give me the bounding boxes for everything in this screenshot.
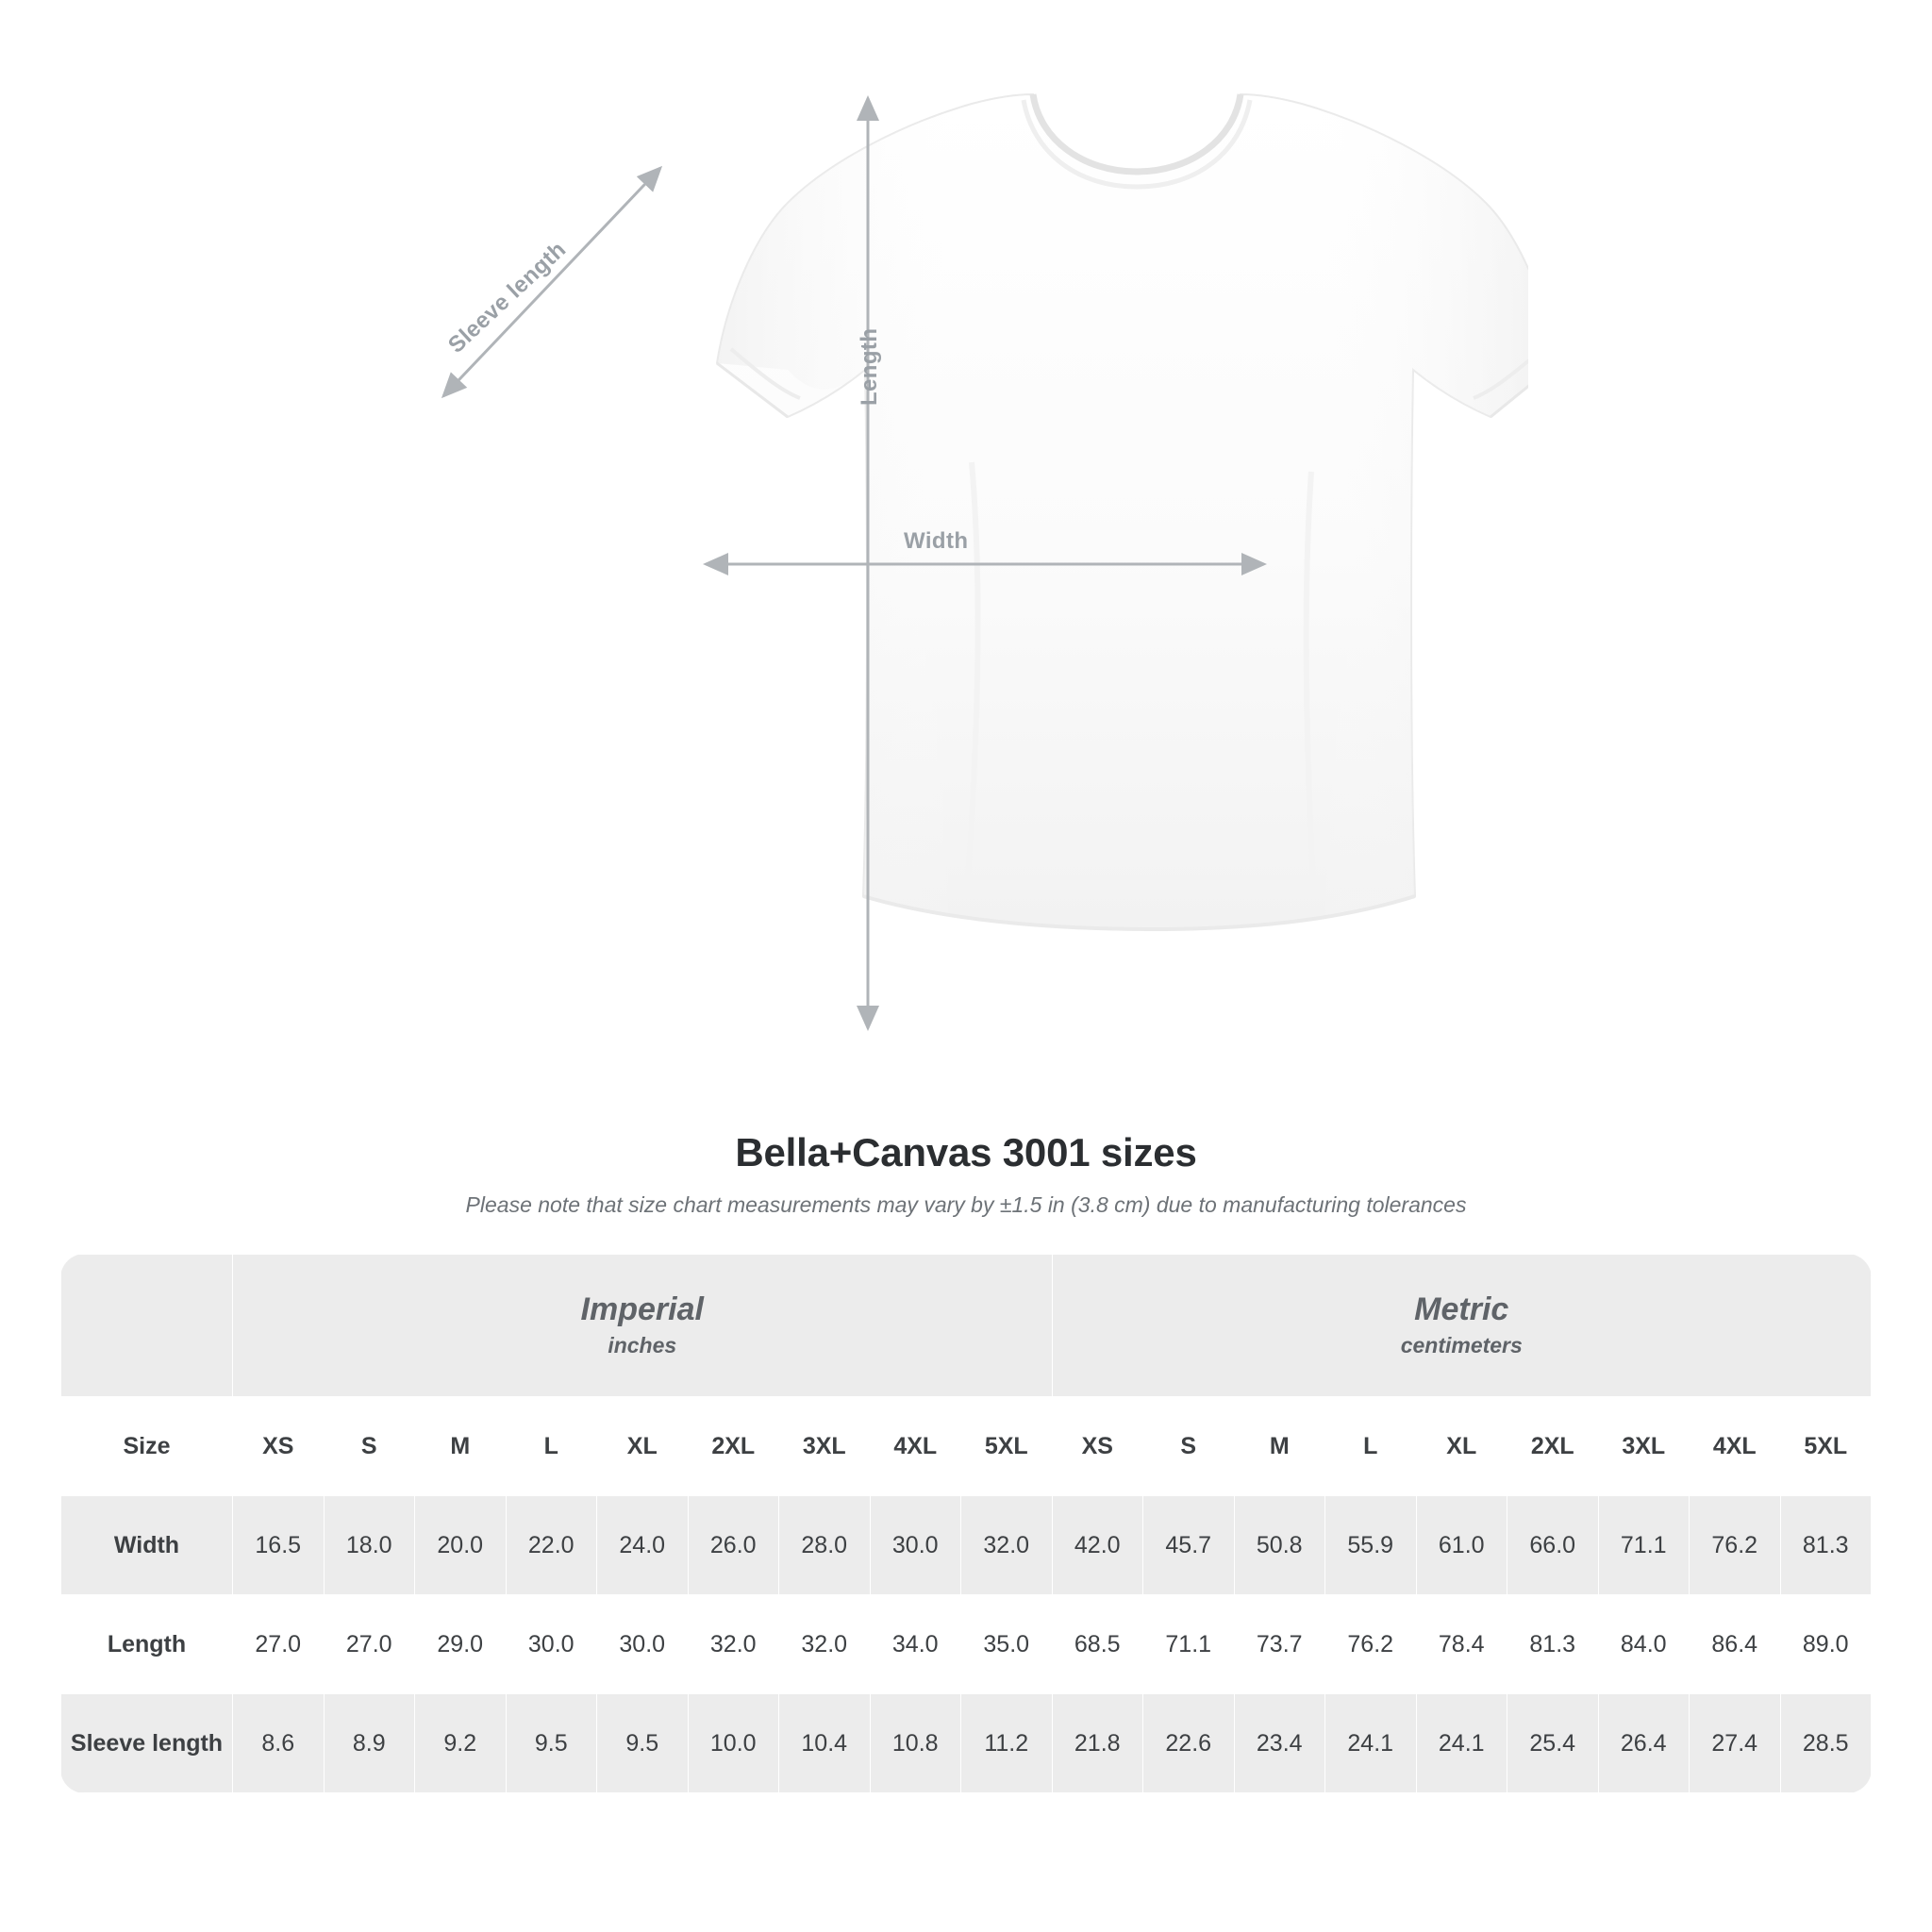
cell-1-15: 84.0 <box>1598 1595 1690 1694</box>
cell-0-4: 24.0 <box>597 1496 689 1595</box>
row-label-1: Length <box>61 1595 233 1694</box>
cell-2-4: 9.5 <box>597 1694 689 1793</box>
page-title: Bella+Canvas 3001 sizes <box>735 1130 1197 1174</box>
cell-0-2: 20.0 <box>415 1496 507 1595</box>
table-row <box>61 1496 1872 1595</box>
cell-0-16: 76.2 <box>1690 1496 1781 1595</box>
size-header-7: 4XL <box>870 1397 961 1496</box>
cell-2-13: 24.1 <box>1416 1694 1507 1793</box>
cell-0-0: 16.5 <box>233 1496 325 1595</box>
cell-1-12: 76.2 <box>1325 1595 1417 1694</box>
cell-0-9: 42.0 <box>1052 1496 1143 1595</box>
cell-0-15: 71.1 <box>1598 1496 1690 1595</box>
cell-0-10: 45.7 <box>1143 1496 1235 1595</box>
cell-0-14: 66.0 <box>1507 1496 1599 1595</box>
cell-2-11: 23.4 <box>1234 1694 1325 1793</box>
unit-sub-metric: centimeters <box>1400 1333 1523 1357</box>
unit-name-metric: Metric <box>1414 1291 1509 1327</box>
cell-2-12: 24.1 <box>1325 1694 1417 1793</box>
unit-header-imperial <box>233 1255 1053 1397</box>
cell-2-16: 27.4 <box>1690 1694 1781 1793</box>
size-header-11: M <box>1234 1397 1325 1496</box>
size-header-12: L <box>1325 1397 1417 1496</box>
cell-2-3: 9.5 <box>506 1694 597 1793</box>
unit-header-metric <box>1052 1255 1872 1397</box>
size-header-8: 5XL <box>961 1397 1053 1496</box>
cell-1-8: 35.0 <box>961 1595 1053 1694</box>
cell-2-15: 26.4 <box>1598 1694 1690 1793</box>
cell-2-9: 21.8 <box>1052 1694 1143 1793</box>
cell-1-10: 71.1 <box>1143 1595 1235 1694</box>
dimension-label-length: Length <box>857 327 882 406</box>
size-header-2: M <box>415 1397 507 1496</box>
cell-1-17: 89.0 <box>1780 1595 1872 1694</box>
cell-1-11: 73.7 <box>1234 1595 1325 1694</box>
size-header-6: 3XL <box>779 1397 871 1496</box>
size-table-container <box>60 1254 1872 1793</box>
cell-2-6: 10.4 <box>779 1694 871 1793</box>
cell-0-11: 50.8 <box>1234 1496 1325 1595</box>
cell-2-8: 11.2 <box>961 1694 1053 1793</box>
size-header-5: 2XL <box>688 1397 779 1496</box>
cell-0-8: 32.0 <box>961 1496 1053 1595</box>
cell-0-12: 55.9 <box>1325 1496 1417 1595</box>
size-header-1: S <box>324 1397 415 1496</box>
size-header-3: L <box>506 1397 597 1496</box>
unit-name-imperial: Imperial <box>580 1291 704 1327</box>
cell-1-13: 78.4 <box>1416 1595 1507 1694</box>
cell-0-7: 30.0 <box>870 1496 961 1595</box>
size-header-15: 3XL <box>1598 1397 1690 1496</box>
cell-2-10: 22.6 <box>1143 1694 1235 1793</box>
cell-0-6: 28.0 <box>779 1496 871 1595</box>
cell-1-0: 27.0 <box>233 1595 325 1694</box>
cell-0-13: 61.0 <box>1416 1496 1507 1595</box>
row-label-2: Sleeve length <box>61 1694 233 1793</box>
cell-0-5: 26.0 <box>688 1496 779 1595</box>
cell-1-5: 32.0 <box>688 1595 779 1694</box>
cell-1-7: 34.0 <box>870 1595 961 1694</box>
cell-2-2: 9.2 <box>415 1694 507 1793</box>
cell-1-9: 68.5 <box>1052 1595 1143 1694</box>
cell-0-3: 22.0 <box>506 1496 597 1595</box>
size-table <box>60 1254 1872 1793</box>
size-header-10: S <box>1143 1397 1235 1496</box>
size-header-row <box>61 1397 1872 1496</box>
cell-1-14: 81.3 <box>1507 1595 1599 1694</box>
size-header-16: 4XL <box>1690 1397 1781 1496</box>
row-label-0: Width <box>61 1496 233 1595</box>
size-header-14: 2XL <box>1507 1397 1599 1496</box>
size-table-body <box>61 1496 1872 1793</box>
table-row <box>61 1694 1872 1793</box>
dimension-label-sleeve-length: Sleeve length <box>443 236 572 358</box>
cell-1-3: 30.0 <box>506 1595 597 1694</box>
cell-2-1: 8.9 <box>324 1694 415 1793</box>
size-header-13: XL <box>1416 1397 1507 1496</box>
size-header-label: Size <box>61 1397 233 1496</box>
size-header-4: XL <box>597 1397 689 1496</box>
cell-0-17: 81.3 <box>1780 1496 1872 1595</box>
cell-1-2: 29.0 <box>415 1595 507 1694</box>
cell-2-0: 8.6 <box>233 1694 325 1793</box>
cell-1-1: 27.0 <box>324 1595 415 1694</box>
cell-2-17: 28.5 <box>1780 1694 1872 1793</box>
cell-1-6: 32.0 <box>779 1595 871 1694</box>
cell-0-1: 18.0 <box>324 1496 415 1595</box>
size-header-9: XS <box>1052 1397 1143 1496</box>
unit-header-corner <box>61 1255 233 1397</box>
dimension-label-width: Width <box>904 528 969 554</box>
table-row <box>61 1595 1872 1694</box>
tolerance-note: Please note that size chart measurements may vary by ±1.5 in (3.8 cm) due to manufacturing tolerances <box>465 1192 1467 1217</box>
cell-1-16: 86.4 <box>1690 1595 1781 1694</box>
size-header-17: 5XL <box>1780 1397 1872 1496</box>
cell-2-14: 25.4 <box>1507 1694 1599 1793</box>
cell-1-4: 30.0 <box>597 1595 689 1694</box>
title-block <box>0 1130 1932 1218</box>
cell-2-5: 10.0 <box>688 1694 779 1793</box>
cell-2-7: 10.8 <box>870 1694 961 1793</box>
size-header-0: XS <box>233 1397 325 1496</box>
unit-header-row <box>61 1255 1872 1397</box>
unit-sub-imperial: inches <box>608 1333 677 1357</box>
